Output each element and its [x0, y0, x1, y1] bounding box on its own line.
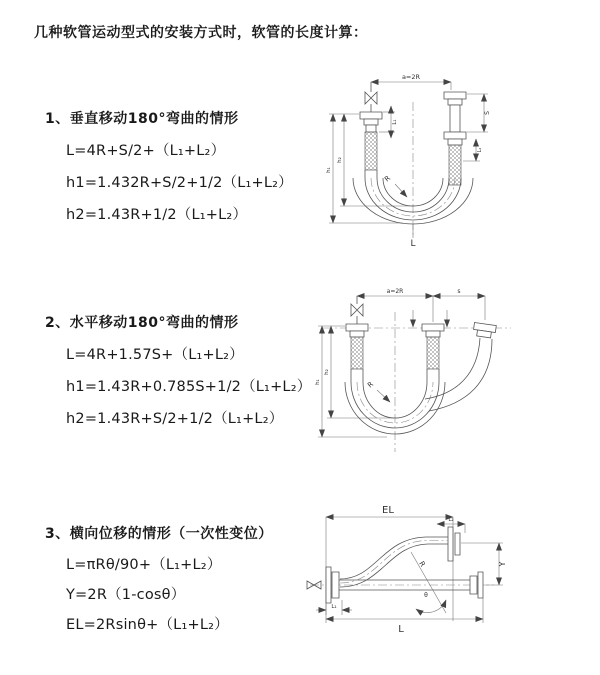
dim-label-span: a=2R — [401, 73, 421, 81]
dimension-shift — [433, 288, 485, 322]
dimension-el — [326, 505, 453, 623]
section-3-heading: 3、横向位移的情形（一次性变位） — [45, 526, 273, 542]
dimension-s — [467, 94, 491, 132]
page-title: 几种软管运动型式的安装方式时，软管的长度计算： — [34, 25, 368, 41]
radius-callout — [366, 380, 390, 402]
radius-callout — [411, 552, 446, 613]
dim-label-el: EL — [382, 505, 394, 516]
dim-label-l2: L₂ — [477, 147, 483, 153]
diagram-lateral-displacement — [298, 497, 578, 655]
section-2-heading: 2、水平移动180°弯曲的情形 — [45, 315, 239, 331]
diagram-vertical-180-bend — [303, 66, 533, 262]
section-1-heading: 1、垂直移动180°弯曲的情形 — [45, 111, 239, 127]
hose-s-curve — [340, 537, 448, 587]
dimension-l2 — [463, 139, 483, 161]
valve-icon — [351, 296, 363, 324]
dimension-l1 — [379, 106, 398, 138]
dim-label-radius: R — [366, 380, 376, 390]
section-3-formula-EL: EL=2Rsinθ+（L₁+L₂） — [66, 617, 229, 633]
section-2-formula-h2: h2=1.43R+S/2+1/2（L₁+L₂） — [66, 411, 284, 427]
dim-label-h1: h₁ — [315, 379, 321, 385]
dim-label-h2: h₂ — [337, 157, 343, 163]
dim-label-y: Y — [498, 561, 507, 567]
valve-icon — [365, 82, 377, 112]
dim-label-l1: L₁ — [331, 604, 337, 610]
theta-angle — [416, 592, 446, 613]
left-fitting — [346, 324, 368, 369]
dim-label-shift: s — [457, 288, 461, 295]
left-flange — [326, 567, 339, 603]
dim-label-h2: h₂ — [324, 369, 330, 375]
moved-fitting — [473, 322, 497, 338]
section-1-formula-h1: h1=1.432R+S/2+1/2（L₁+L₂） — [66, 175, 293, 191]
dim-label-l1: L₁ — [392, 119, 398, 125]
dim-label-span: a=2R — [386, 288, 404, 295]
dim-label-radius: R — [417, 560, 427, 569]
diagram-horizontal-180-bend — [295, 282, 545, 467]
dim-label-radius: R — [383, 174, 393, 184]
section-2-formula-h1: h1=1.43R+0.785S+1/2（L₁+L₂） — [66, 379, 312, 395]
dimension-h1 — [326, 114, 403, 223]
dimension-l1 — [316, 600, 352, 615]
dimension-length — [410, 224, 415, 249]
radius-callout — [383, 174, 407, 197]
dim-label-theta: θ — [424, 592, 428, 599]
dim-label-h1: h₁ — [326, 167, 332, 173]
dim-label-l2: L₂ — [448, 517, 454, 523]
dim-label-s: S — [484, 111, 491, 115]
displaced-flange — [448, 527, 460, 561]
section-3-formula-Y: Y=2R（1-cosθ） — [66, 587, 186, 603]
dimension-length — [326, 591, 483, 635]
section-1-formula-h2: h2=1.43R+1/2（L₁+L₂） — [66, 207, 248, 223]
dim-label-length: L — [398, 624, 404, 635]
section-1-formula-L: L=4R+S/2+（L₁+L₂） — [66, 143, 226, 159]
dim-label-length: L — [410, 239, 416, 249]
left-fitting — [360, 112, 382, 170]
dimension-y — [461, 543, 507, 585]
straight-pipe — [339, 572, 483, 598]
dimension-span — [357, 288, 433, 296]
middle-fitting — [422, 324, 444, 369]
section-2-formula-L: L=4R+1.57S+（L₁+L₂） — [66, 347, 244, 363]
section-3-formula-L: L=πRθ/90+（L₁+L₂） — [66, 557, 222, 573]
right-fitting — [444, 92, 466, 185]
dimension-span — [371, 73, 451, 90]
